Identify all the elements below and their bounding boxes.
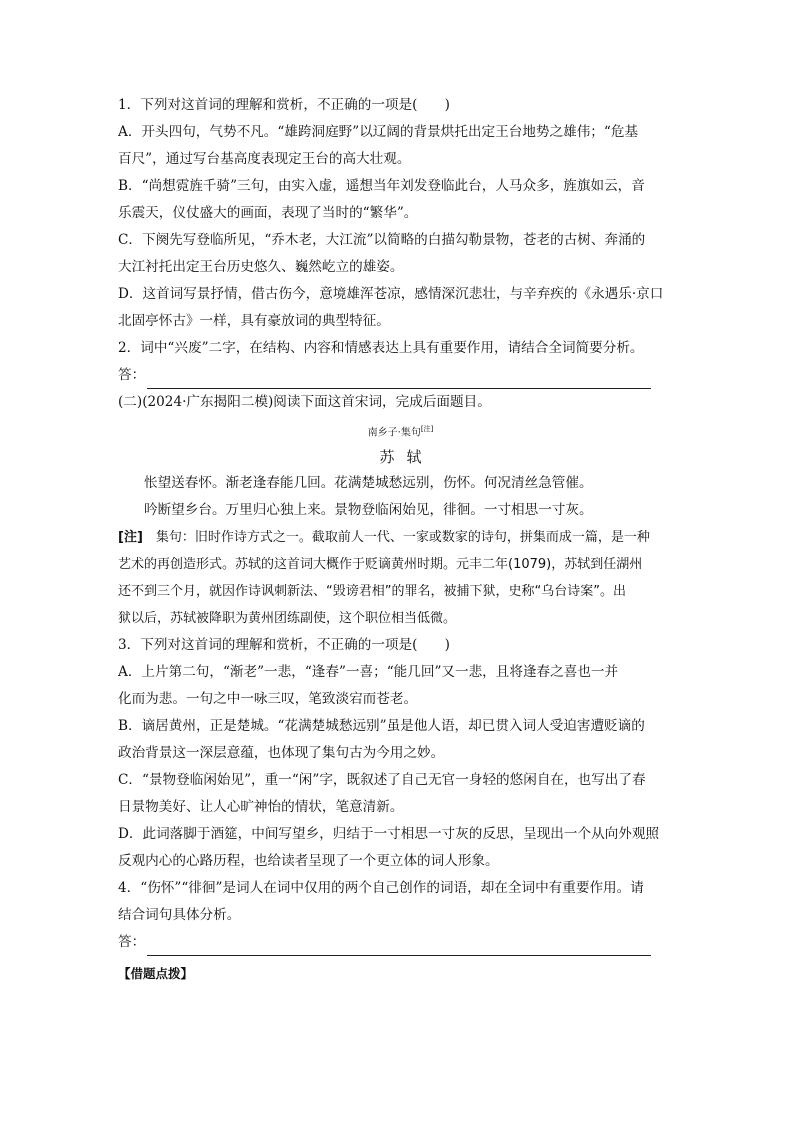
- question-2-answer-row: [118, 362, 683, 389]
- question-1-option-c-line-2: 大江衬托出定王台历史悠久、巍然屹立的雄姿。: [118, 259, 404, 275]
- question-3-option-b-line-2: 政治背景这一深层意蕴，也体现了集句古为今用之妙。: [118, 745, 445, 762]
- question-2-stem: 2．词中“兴废”二字，在结构、内容和情感表达上具有重要作用，请结合全词简要分析。: [118, 340, 644, 356]
- question-3-option-a-line-2: 化而为悲。一句之中一咏三叹，笔致淡宕而苍老。: [118, 691, 418, 708]
- question-3-option-c-line-2: 日景物美好、让人心旷神怡的情状，笔意清新。: [118, 799, 404, 816]
- question-1-option-a-line-2: 百尺”，通过写台基高度表现定王台的高大壮观。: [118, 151, 411, 167]
- hint-section-tag: 【借题点拨】: [118, 966, 194, 982]
- poem-title-text: 南乡子·集句: [367, 427, 421, 439]
- poem-author: 苏轼: [379, 448, 434, 467]
- poem-line-1: 怅望送春怀。渐老逢春能几回。花满楚城愁远别，伤怀。何况清丝急管催。: [144, 475, 593, 492]
- poem-title-note-mark: [注]: [420, 425, 434, 433]
- question-3-option-b-line-1: B．谪居黄州，正是楚城。“花满楚城愁远别”虽是他人语，却已贯入词人受迫害遭贬谪的: [118, 718, 645, 735]
- poem-title: [118, 418, 683, 444]
- question-3-option-a-line-1: A．上片第二句，“渐老”一悲，“逢春”一喜；“能几回”又一悲，且将逢春之喜也一并: [118, 664, 619, 681]
- note-label: [注]: [118, 530, 143, 546]
- poem-note-line-4: 狱以后，苏轼被降职为黄州团练副使，这个职位相当低微。: [118, 611, 457, 627]
- question-1-option-d-line-2: 北固亭怀古》一样，具有豪放词的典型特征。: [118, 313, 390, 329]
- poem-line-2: 吟断望乡台。万里归心独上来。景物登临闲始见，徘徊。一寸相思一寸灰。: [144, 502, 593, 519]
- question-2-answer-line[interactable]: [147, 371, 651, 389]
- question-1-option-c-line-1: C．下阕先写登临所见，“乔木老，大江流”以简略的白描勾勒景物，苍老的古树、奔涌的: [118, 232, 646, 248]
- question-4-answer-line[interactable]: [147, 938, 651, 956]
- question-3-option-c-line-1: C．“景物登临闲始见”，重一“闲”字，既叙述了自己无官一身轻的悠闲自在，也写出了春: [118, 772, 646, 789]
- note-text-1: 集句：旧时作诗方式之一。截取前人一代、一家或数家的诗句，拼集而成一篇，是一种: [142, 530, 650, 546]
- section-2-heading: (二)(2024·广东揭阳二模)阅读下面这首宋词，完成后面题目。: [118, 394, 491, 410]
- question-4-stem-line-1: 4．“伤怀”“徘徊”是词人在词中仅用的两个自己创作的词语，却在全词中有重要作用。请: [118, 880, 644, 897]
- question-4-answer-row: [118, 929, 683, 956]
- question-3-option-d-line-2: 反观内心的心路历程，也给读者呈现了一个更立体的词人形象。: [118, 853, 499, 870]
- poem-note-line-3: 还不到三个月，就因作诗讽刺新法、“毁谤君相”的罪名，被捕下狱，史称“乌台诗案”。出: [118, 584, 626, 600]
- poem-note-line-2: 艺术的再创造形式。苏轼的这首词大概作于贬谪黄州时期。元丰二年(1079)，苏轼到任湖州: [118, 557, 643, 573]
- answer-label: 答：: [118, 934, 146, 951]
- poem-note-line-1: [118, 524, 683, 551]
- question-4-stem-line-2: 结合词句具体分析。: [118, 907, 241, 924]
- question-1-option-b-line-2: 乐震天，仪仗盛大的画面，表现了当时的“繁华”。: [118, 205, 418, 221]
- question-1-option-b-line-1: B．“尚想霓旌千骑”三句，由实入虚，遥想当年刘发登临此台，人马众多，旌旗如云，音: [118, 178, 645, 194]
- question-3-stem: 3．下列对这首词的理解和赏析，不正确的一项是( ): [118, 637, 450, 654]
- question-1-option-a-line-1: A．开头四句，气势不凡。“雄跨洞庭野”以辽阔的背景烘托出定王台地势之雄伟；“危基: [118, 124, 639, 140]
- question-1-stem: 1．下列对这首词的理解和赏析，不正确的一项是( ): [118, 97, 450, 113]
- answer-label: 答：: [118, 367, 146, 383]
- question-1-option-d-line-1: D．这首词写景抒情，借古伤今，意境雄浑苍凉，感情深沉悲壮，与辛弃疾的《永遇乐·京口: [118, 286, 664, 302]
- document-page: [118, 92, 683, 987]
- question-3-option-d-line-1: D．此词落脚于酒筵，中间写望乡，归结于一寸相思一寸灰的反思，呈现出一个从向外观照: [118, 826, 660, 843]
